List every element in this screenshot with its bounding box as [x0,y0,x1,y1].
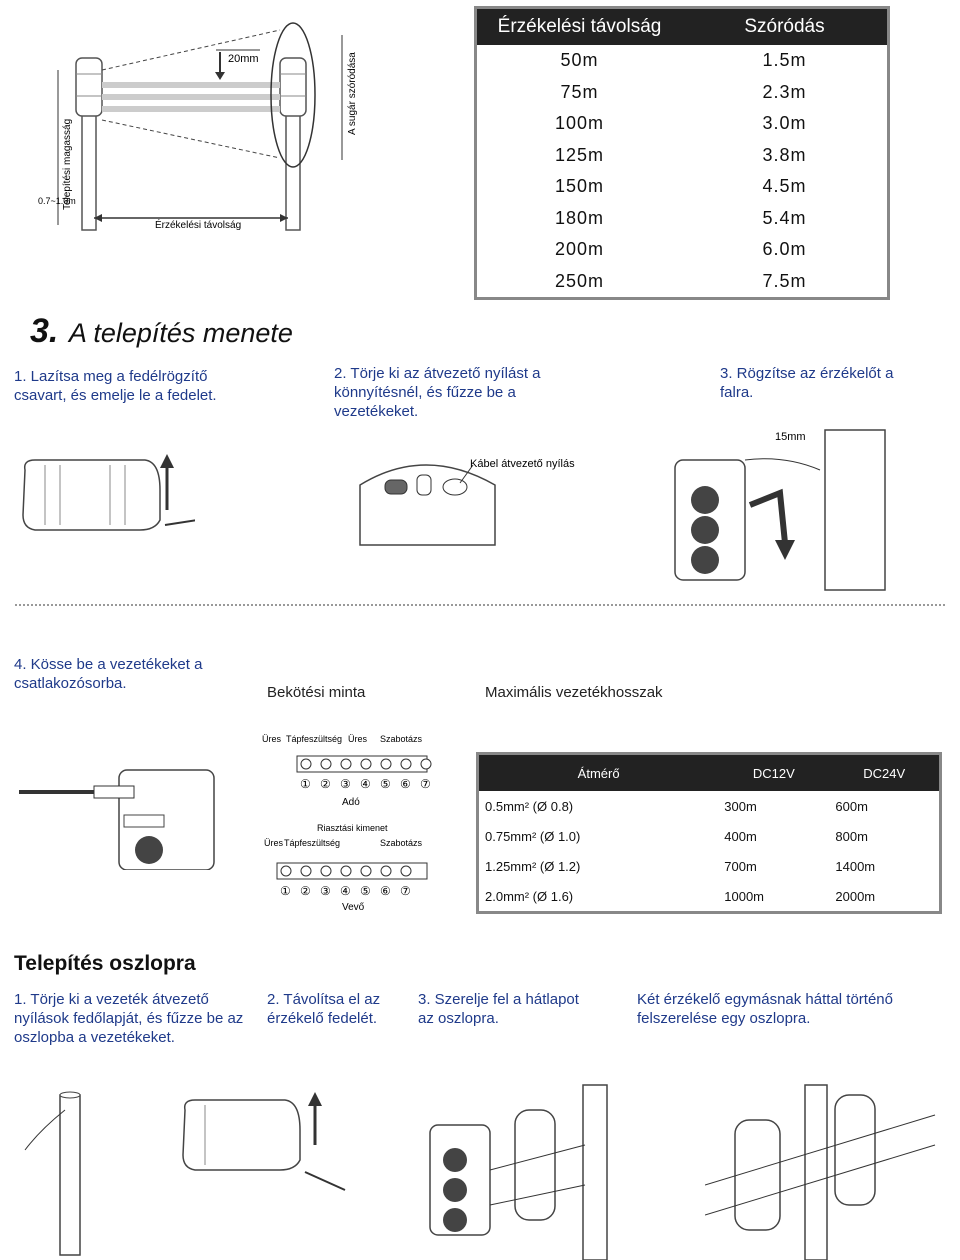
wall-mount-illustration [655,425,895,595]
screwdriver [165,518,195,525]
diameter-cell: 2.0mm² (Ø 1.6) [485,888,574,904]
terminal-number: ② [300,884,311,898]
wire-row [478,821,941,851]
beam-spread-diagram [30,10,390,245]
spread-cell: 6.0m [762,239,807,260]
distance-cell: 125m [554,144,605,165]
step-3-text: 3. Rögzítse az érzékelőt a falra. [720,365,894,401]
dc12-cell: 400m [724,828,757,844]
distance-cell: 75m [560,81,599,102]
distance-row [476,234,889,266]
section-number: 3. [30,312,59,350]
terminal-screw [341,866,351,876]
terminal-screw [361,866,371,876]
pole-wire-illustration [20,1090,110,1260]
terminal-number: ④ [340,884,351,898]
distance-row [476,203,889,235]
dc24-header: DC24V [829,754,940,792]
pole-step-4: Két érzékelő egymásnak háttal történő felszerelése egy oszlopra. [637,991,893,1027]
tx-label: Üres [348,734,368,744]
diameter-cell: 0.75mm² (Ø 1.0) [485,828,581,844]
wiring-title: Bekötési minta [267,684,366,701]
distance-row [476,77,889,109]
diameter-header: Átmérő [478,754,719,792]
terminal-block-illustration [14,760,234,870]
distance-table [474,6,890,300]
terminal-screw [361,759,371,769]
distance-cell: 150m [554,176,605,197]
spread-cell: 1.5m [762,50,807,71]
terminal-screw [321,759,331,769]
terminal-number: ③ [320,884,331,898]
distance-cell: 180m [554,207,605,228]
terminal-screw [281,866,291,876]
tx-label: Tápfeszültség [286,734,343,744]
cable-hole-label: Kábel átvezető nyílás [470,458,575,470]
distance-row [476,266,889,299]
wall [825,430,885,590]
pole-backplate-illustration [415,1075,635,1260]
rx-name: Vevő [342,902,365,913]
spread-cell: 7.5m [762,270,807,291]
pole-cover-illustration [175,1090,355,1200]
left-sensor [76,58,102,116]
distance-row [476,45,889,77]
pole-section-title: Telepítés oszlopra [14,952,196,975]
terminal-screw [401,759,411,769]
distance-header: Érzékelési távolság [476,8,683,46]
terminal-number: ⑤ [380,777,391,791]
distance-label: Érzékelési távolság [155,220,242,231]
spread-cell: 4.5m [762,176,807,197]
distance-cell: 100m [554,113,605,134]
distance-cell: 200m [554,239,605,260]
spread-header: Szóródás [682,8,889,46]
wiring-diagram [262,728,432,918]
step-4-text: 4. Kösse be a vezetékeket a csatlakozósorba. [14,656,203,692]
distance-row [476,171,889,203]
dc24-cell: 800m [835,828,868,844]
step-2-text: 2. Törje ki az átvezető nyílást a könnyítésnél, és fűzze be a vezetékeket. [334,365,541,420]
diameter-cell: 1.25mm² (Ø 1.2) [485,858,581,874]
section-divider [15,604,945,606]
terminal-screw [301,866,311,876]
terminal-screw [341,759,351,769]
wire-row [478,791,941,821]
terminal-number: ④ [360,777,371,791]
pole-step-2: 2. Távolítsa el az érzékelő fedelét. [267,991,381,1027]
pole-step-1: 1. Törje ki a vezeték átvezető nyílások fedőlapját, és fűzze be az oszlopba a vezetékeket. [14,991,244,1046]
terminal-number: ② [320,777,331,791]
cable-hole-illustration [355,445,595,555]
dc24-cell: 600m [835,798,868,814]
distance-row [476,108,889,140]
cover-removal-illustration [15,450,195,550]
pole-step-3: 3. Szerelje fel a hátlapot az oszlopra. [418,991,579,1027]
dc12-header: DC12V [718,754,829,792]
terminal-screw [421,759,431,769]
rx-power-label: Tápfeszültség [284,838,341,848]
terminal-number: ⑥ [400,777,411,791]
spread-label: A sugár szóródása [347,52,358,135]
distance-cell: 250m [554,270,605,291]
wire-length-table [476,752,942,914]
section-heading [30,312,293,351]
rx-empty-label: Üres [264,838,284,848]
height-label: Telepítési magasság [62,118,73,210]
dc12-cell: 700m [724,858,757,874]
step-1-text: 1. Lazítsa meg a fedélrögzítő csavart, és emelje le a fedelet. [14,368,217,404]
tx-name: Adó [342,797,360,808]
terminal-screw [381,759,391,769]
spread-cell: 3.8m [762,144,807,165]
diameter-cell: 0.5mm² (Ø 0.8) [485,798,574,814]
spread-cell: 2.3m [762,81,807,102]
gap-label: 20mm [228,53,259,65]
terminal-number: ① [280,884,291,898]
terminal-number: ⑤ [360,884,371,898]
terminal-screw [381,866,391,876]
height-value: 0.7~1.0m [38,196,76,206]
dc24-cell: 1400m [835,858,876,874]
distance-row [476,140,889,172]
terminal-screw [301,759,311,769]
tx-label: Szabotázs [380,734,423,744]
terminal-number: ⑦ [400,884,411,898]
tx-label: Üres [262,734,282,744]
wall-gap-label: 15mm [775,431,806,443]
spread-cell: 3.0m [762,113,807,134]
distance-cell: 50m [560,50,599,71]
terminal-number: ① [300,777,311,791]
dc12-cell: 1000m [724,888,765,904]
section-title: A telepítés menete [68,318,293,348]
terminal-screw [321,866,331,876]
wire-row [478,881,941,913]
rx-alarm-label: Riasztási kimenet [317,823,388,833]
down-arrow [775,540,795,560]
wire-row [478,851,941,881]
dc24-cell: 2000m [835,888,876,904]
wire-length-title: Maximális vezetékhosszak [485,684,663,701]
terminal-screw [401,866,411,876]
rx-tamper-label: Szabotázs [380,838,423,848]
right-sensor [280,58,306,116]
spread-cell: 5.4m [762,207,807,228]
dc12-cell: 300m [724,798,757,814]
terminal-number: ⑥ [380,884,391,898]
terminal-number: ③ [340,777,351,791]
terminal-number: ⑦ [420,777,431,791]
back-to-back-illustration [705,1075,945,1260]
